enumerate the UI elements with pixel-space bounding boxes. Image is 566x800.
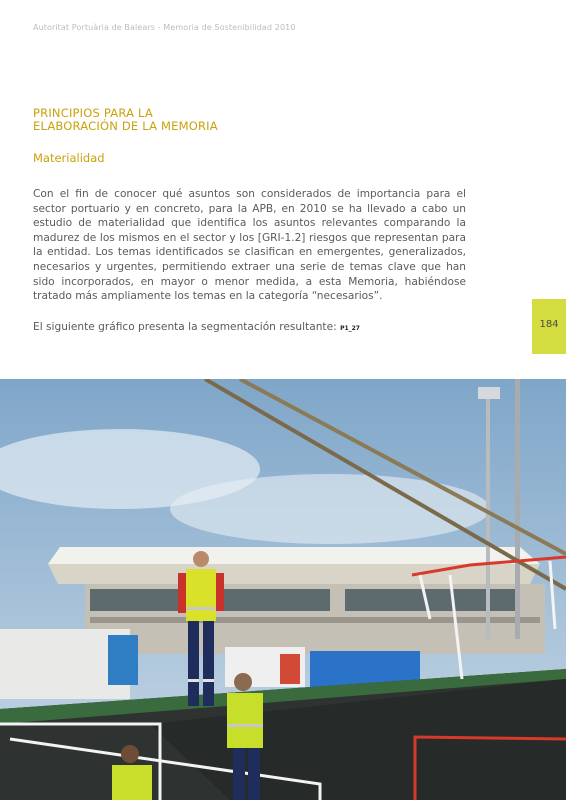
subsection-title: Materialidad: [33, 151, 105, 165]
port-workers-photo: [0, 379, 566, 800]
section-title: [33, 107, 293, 133]
running-header: Autoritat Portuària de Balears - Memoria de Sostenibilidad 2010: [33, 23, 296, 32]
body-paragraph-figure-intro: [33, 320, 466, 337]
figure-intro-text: El siguiente gráfico presenta la segmentación resultante:: [33, 321, 337, 333]
figure-reference: P1_27: [340, 325, 360, 332]
body-paragraph: Con el fin de conocer qué asuntos son considerados de importancia para el sector portuario y en concreto, para la APB, en 2010 se ha llevado a cabo un estudio de materialidad que identifica los asuntos relevantes comparando la madurez de los mismos en el sector y los [GRI-1.2] riesgos que representan para la entidad. Los temas identificados se clasifican en emergentes, generalizados, necesarios y urgentes, permitiendo extraer una serie de temas clave que han sido incorporados, en mayor o menor medida, a esta Memoria, habiéndose tratado más ampliamente los temas en la categoría “necesarios”.: [33, 188, 466, 303]
page-number: 184: [539, 319, 559, 330]
section-title-line1: PRINCIPIOS PARA LA: [33, 106, 153, 120]
page-number-tab: [532, 299, 566, 354]
section-title-line2: ELABORACIÓN DE LA MEMORIA: [33, 119, 218, 133]
